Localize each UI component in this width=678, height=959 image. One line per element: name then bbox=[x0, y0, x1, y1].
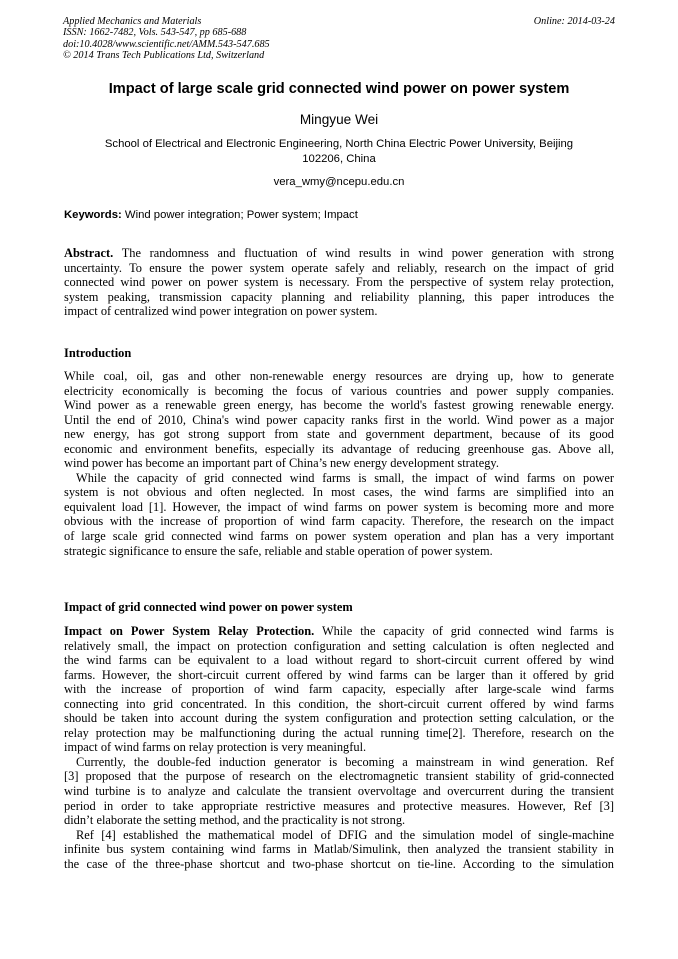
body-line: relatively small, the impact on protection configuration and setting calculation is often neglected and bbox=[64, 638, 614, 653]
body-line: While the capacity of grid connected wind farms is bbox=[321, 624, 614, 638]
relay-protection-label: Impact on Power System Relay Protection. bbox=[64, 624, 315, 638]
body-line: While coal, oil, gas and other non-renewable energy resources are drying up, how to generate bbox=[64, 369, 614, 383]
abstract-line: The randomness and fluctuation of wind results in wind power generation with strong bbox=[121, 246, 615, 260]
body-line: farms. However, the short-circuit current offered by wind farms can be larger than it offered by grid bbox=[64, 667, 614, 682]
author-name: Mingyue Wei bbox=[299, 112, 379, 127]
body-line: Ref [4] established the mathematical model of DFIG and the simulation model of single-machine bbox=[76, 827, 614, 842]
affiliation-line: 102206, China bbox=[302, 152, 376, 165]
keywords bbox=[64, 208, 614, 222]
body-line: [3] proposed that the purpose of research on the electromagnetic transient stability of grid-connected bbox=[64, 769, 614, 784]
body-line: of large scale grid connected wind farms on power system operation and plan has a very important bbox=[64, 529, 614, 544]
author-email[interactable]: vera_wmy@ncepu.edu.cn bbox=[273, 176, 405, 188]
body-line: economic and environment benefits, especially its advantage of reducing greenhouse gas. Above all, bbox=[64, 441, 614, 456]
keywords-label: Keywords: bbox=[64, 209, 122, 221]
body-line: the case of the three-phase shortcut and two-phase shortcut on tie-line. According to the simulation bbox=[64, 856, 614, 871]
abstract-line: connected wind power on power system is necessary. From the perspective of system relay protection, bbox=[64, 275, 614, 290]
body-line: wind turbine is to analyze and calculate the transient overvoltage and overcurrent during the transient bbox=[64, 784, 614, 799]
body-line: Wind power as a renewable green energy, has become the world's fastest growing renewable energy. bbox=[64, 398, 614, 413]
body-line: Currently, the double-fed induction generator is becoming a mainstream in wind generation. Ref bbox=[76, 754, 614, 769]
impact-section-body bbox=[64, 624, 614, 871]
body-line: connecting into grid concentrated. In this condition, the short-circuit current offered by wind farms bbox=[64, 696, 614, 711]
body-line: relay protection may be malfunctioning during the actual running time[2]. Therefore, research on the bbox=[64, 725, 614, 740]
abstract-line: uncertainty. To ensure the power system operate safely and reliably, research on the impact of grid bbox=[64, 260, 614, 275]
body-line: equivalent load [1]. However, the impact of wind farms on power system is becoming more and more bbox=[64, 499, 614, 514]
abstract-label: Abstract. bbox=[64, 246, 114, 260]
journal-header bbox=[63, 16, 615, 61]
body-line: wind power has become an important part of China’s new energy development strategy. bbox=[64, 456, 499, 471]
introduction-heading: Introduction bbox=[64, 346, 132, 360]
abstract bbox=[64, 246, 614, 319]
body-line: the wind farms can be equivalent to a load without regard to short-circuit current offered by wind bbox=[64, 653, 614, 668]
body-line: with the increase of proportion of wind farm capacity, especially after large-scale wind farms bbox=[64, 682, 614, 697]
body-line: While the capacity of grid connected wind farms is small, the impact of wind farms on power bbox=[76, 470, 614, 485]
keywords-text: Wind power integration; Power system; Impact bbox=[124, 209, 358, 221]
journal-name: Applied Mechanics and Materials bbox=[63, 16, 202, 27]
body-line: electricity economically is becoming the focus of various countries and power supply companies. bbox=[64, 383, 614, 398]
journal-issn: ISSN: 1662-7482, Vols. 543-547, pp 685-688 bbox=[63, 27, 247, 39]
body-line: didn’t elaborate the setting method, and the practicality is not strong. bbox=[64, 813, 406, 828]
journal-copyright: © 2014 Trans Tech Publications Ltd, Switzerland bbox=[63, 49, 265, 61]
online-date: Online: 2014-03-24 bbox=[533, 16, 615, 27]
journal-doi[interactable]: doi:10.4028/www.scientific.net/AMM.543-547.685 bbox=[63, 38, 270, 50]
abstract-line: system peaking, transmission capacity planning and reliability planning, this paper introduces the bbox=[64, 289, 614, 304]
paper-title: Impact of large scale grid connected wind power on power system bbox=[108, 81, 570, 97]
body-line: impact of wind farms on relay protection is very meaningful. bbox=[64, 740, 367, 755]
body-line: obvious with the increase of proportion of wind farm capacity. Therefore, the research on the impact bbox=[64, 514, 614, 529]
abstract-line: impact of centralized wind power integration on power system. bbox=[64, 304, 378, 319]
author-affiliation bbox=[64, 137, 614, 166]
affiliation-line: School of Electrical and Electronic Engineering, North China Electric Power University, Beijing bbox=[104, 138, 574, 150]
body-line: period in order to take appropriate restrictive measures and protective measures. However, Ref [3] bbox=[64, 798, 614, 813]
body-line: system is not obvious and often neglected. In most cases, the wind farms are simplified into an bbox=[64, 485, 614, 500]
impact-section-heading: Impact of grid connected wind power on power system bbox=[64, 600, 353, 614]
introduction-body bbox=[64, 369, 614, 558]
body-line: should be taken into account during the system configuration and protection setting calculation, or the bbox=[64, 711, 614, 726]
body-line: infinite bus system containing wind farms in Matlab/Simulink, then analyzed the transient stability in bbox=[64, 842, 614, 857]
body-line: Until the end of 2010, China's wind power capacity ranks first in the world. Wind power as a major bbox=[64, 412, 614, 427]
body-line: new energy, has got strong support from state and government department, because of its good bbox=[64, 427, 614, 442]
body-line: strategic significance to ensure the safe, reliable and stable operation of power system. bbox=[64, 543, 493, 558]
